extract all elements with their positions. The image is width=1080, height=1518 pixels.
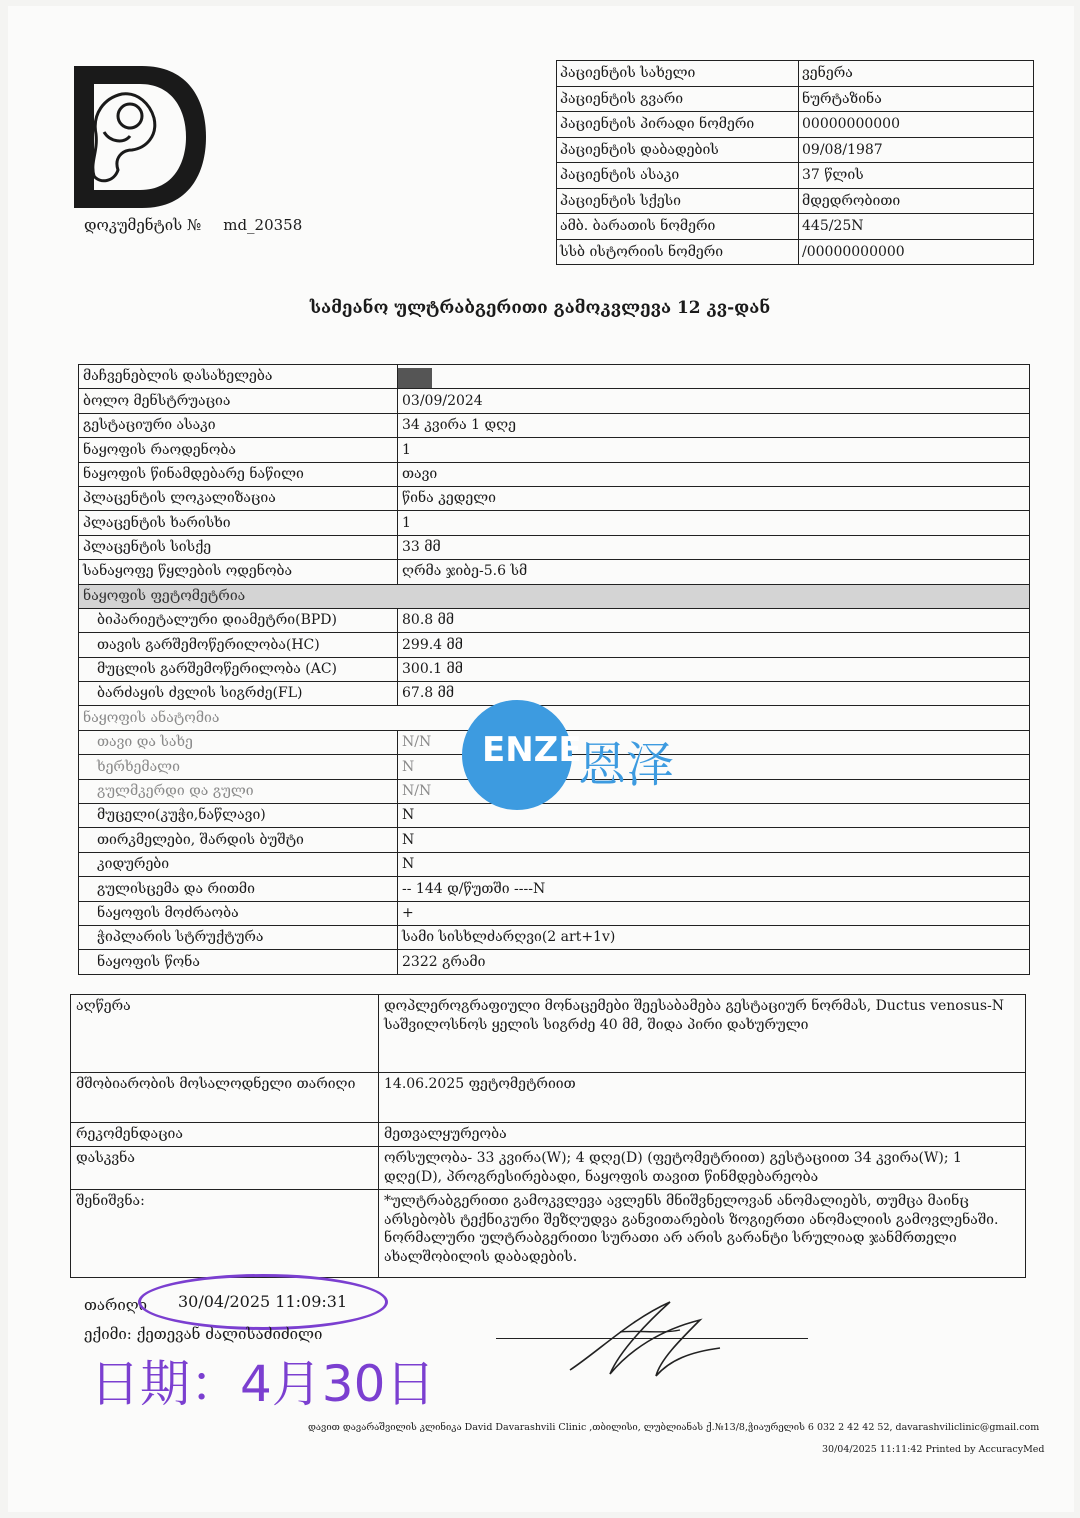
date-value: 30/04/2025 11:09:31 <box>178 1292 348 1311</box>
table-row <box>557 163 1034 189</box>
date-annotation: 日期：4月30日 <box>90 1355 436 1413</box>
row-value: 67.8 მმ <box>398 682 1030 706</box>
row-value: N <box>398 755 1030 779</box>
row-label: დასკვნა <box>71 1146 379 1189</box>
table-row <box>79 633 1030 657</box>
row-label: მაჩვენებლის დასახელება <box>79 365 398 389</box>
row-label: თავი და სახე <box>79 730 398 754</box>
row-value <box>398 365 1030 389</box>
row-value: N <box>398 828 1030 852</box>
table-row <box>557 188 1034 214</box>
row-label: აღწერა <box>71 995 379 1073</box>
row-value: N <box>398 804 1030 828</box>
row-label: პაციენტის სახელი <box>557 61 799 87</box>
date-label: თარიღი <box>84 1296 148 1314</box>
row-value: 14.06.2025 ფეტომეტრიით <box>379 1073 1026 1123</box>
row-value: მდედრობითი <box>799 188 1034 214</box>
row-value: 1 <box>398 438 1030 462</box>
row-value: ნურტაზინა <box>799 86 1034 112</box>
section-title: ნაყოფის ანატომია <box>79 706 1030 730</box>
doctor-name: ექიმი: ქეთევან ძალისაძიძილი <box>84 1325 323 1343</box>
row-label: თავის გარშემოწერილობა(HC) <box>79 633 398 657</box>
row-label: მუცლის გარშემოწერილობა (AC) <box>79 657 398 681</box>
highlight-oval <box>138 1274 388 1330</box>
row-value: ორსულობა- 33 კვირა(W); 4 დღე(D) (ფეტომეტრიით) გესტაციით 34 კვირა(W); 1 დღე(D), პროგრესირებადი, ნაყოფის თავით წინმდებარეობა <box>379 1146 1026 1189</box>
row-label: პაციენტის გვარი <box>557 86 799 112</box>
row-value: *ულტრაბგერითი გამოკვლევა ავლენს მნიშვნელოვან ანომალიებს, თუმცა მაინც არსებობს ტექნიკური შეზღუდვა განვითარების ზოგიერთი ანომალიის გამოვლენაში. ნორმალური ულტრაბგერითი სურათი არ არის გარანტი სრულიად ჯანმრთელი ახალშობილის დაბადების. <box>379 1189 1026 1277</box>
row-label: კიდურები <box>79 852 398 876</box>
row-value: -- 144 დ/წუთში ----N <box>398 877 1030 901</box>
row-label: რეკომენდაცია <box>71 1123 379 1147</box>
table-row <box>79 828 1030 852</box>
section-title: ნაყოფის ფეტომეტრია <box>79 584 1030 608</box>
row-label: სსბ ისტორიის ნომერი <box>557 239 799 265</box>
clinic-logo <box>70 62 210 212</box>
document-number-label: დოკუმენტის № <box>84 216 202 234</box>
row-value: 33 მმ <box>398 535 1030 559</box>
row-label: პაციენტის სქესი <box>557 188 799 214</box>
row-label: გესტაციური ასაკი <box>79 413 398 437</box>
document-number <box>84 216 302 234</box>
description-line: საშვილოსნოს ყელის სიგრძე 40 მმ, შიდა პირი დახურული <box>384 1016 809 1033</box>
printed-stamp: 30/04/2025 11:11:42 Printed by AccuracyMed <box>822 1444 1045 1455</box>
document-number-value: md_20358 <box>223 216 303 234</box>
row-value <box>379 995 1026 1073</box>
row-value: /00000000000 <box>799 239 1034 265</box>
table-row <box>79 365 1030 389</box>
row-value: 445/25N <box>799 214 1034 240</box>
table-row <box>79 438 1030 462</box>
signature <box>560 1290 730 1385</box>
table-row <box>79 877 1030 901</box>
row-label: ბიპარიეტალური დიამეტრი(BPD) <box>79 608 398 632</box>
row-value: N/N <box>398 779 1030 803</box>
row-label: პაციენტის ასაკი <box>557 163 799 189</box>
table-row <box>79 511 1030 535</box>
row-value: 03/09/2024 <box>398 389 1030 413</box>
table-row <box>557 137 1034 163</box>
row-label: თირკმელები, შარდის ბუშტი <box>79 828 398 852</box>
description-line: დოპლეროგრაფიული მონაცემები შეესაბამება გესტაციურ ნორმას, Ductus venosus-N <box>384 998 1005 1014</box>
table-row <box>79 901 1030 925</box>
table-row <box>79 852 1030 876</box>
row-label: პაციენტის დაბადების <box>557 137 799 163</box>
row-label: ბოლო მენსტრუაცია <box>79 389 398 413</box>
row-label: პლაცენტის სისქე <box>79 535 398 559</box>
row-label: სანაყოფე წყლების ოდენობა <box>79 560 398 584</box>
row-label: მშობიარობის მოსალოდნელი თარიღი <box>71 1073 379 1123</box>
row-label: ხერხემალი <box>79 755 398 779</box>
row-label: ნაყოფის წონა <box>79 950 398 974</box>
row-label: გულმკერდი და გული <box>79 779 398 803</box>
measurements-table <box>78 364 1030 975</box>
watermark-text-zh: 恩泽 <box>578 737 675 793</box>
section-row <box>79 584 1030 608</box>
row-value: 299.4 მმ <box>398 633 1030 657</box>
table-row <box>71 1073 1026 1123</box>
row-value: წინა კედელი <box>398 486 1030 510</box>
row-value: N <box>398 852 1030 876</box>
clinic-footer: დავით დავარაშვილის კლინიკა David Davarashvili Clinic ,თბილისი, ლუბლიანას ქ.№13/8,ჭიაურელის 6 032 2 42 42 52, davarashviliclinic@gmail.com <box>308 1422 1040 1433</box>
table-row <box>79 657 1030 681</box>
findings-table <box>70 994 1026 1278</box>
row-value: ვენერა <box>799 61 1034 87</box>
table-row <box>557 112 1034 138</box>
row-value: 300.1 მმ <box>398 657 1030 681</box>
table-row <box>557 239 1034 265</box>
table-row <box>79 560 1030 584</box>
table-row <box>79 413 1030 437</box>
table-row <box>71 995 1026 1073</box>
row-label: ნაყოფის წინამდებარე ნაწილი <box>79 462 398 486</box>
table-row <box>79 535 1030 559</box>
table-row <box>79 925 1030 949</box>
row-label: ბარძაყის ძვლის სიგრძე(FL) <box>79 682 398 706</box>
row-value: 2322 გრამი <box>398 950 1030 974</box>
row-label: შენიშვნა: <box>71 1189 379 1277</box>
table-row <box>79 950 1030 974</box>
row-value: 37 წლის <box>799 163 1034 189</box>
table-row <box>79 486 1030 510</box>
row-label: პლაცენტის ლოკალიზაცია <box>79 486 398 510</box>
row-value: თავი <box>398 462 1030 486</box>
row-label: პაციენტის პირადი ნომერი <box>557 112 799 138</box>
row-value: მეთვალყურეობა <box>379 1123 1026 1147</box>
row-value: 00000000000 <box>799 112 1034 138</box>
table-row <box>557 86 1034 112</box>
table-row <box>557 214 1034 240</box>
table-row <box>71 1123 1026 1147</box>
table-row <box>71 1146 1026 1189</box>
enze-watermark <box>462 700 722 810</box>
row-value: 09/08/1987 <box>799 137 1034 163</box>
row-label: ნაყოფის მოძრაობა <box>79 901 398 925</box>
row-label: ჭიპლარის სტრუქტურა <box>79 925 398 949</box>
report-title: სამეანო ულტრაბგერითი გამოკვლევა 12 კვ-დან <box>309 298 771 318</box>
row-label: მუცელი(კუჭი,ნაწლავი) <box>79 804 398 828</box>
table-row <box>79 389 1030 413</box>
row-label: პლაცენტის ხარისხი <box>79 511 398 535</box>
patient-info-table <box>556 60 1034 265</box>
row-value: N/N <box>398 730 1030 754</box>
row-value: ღრმა ჯიბე-5.6 სმ <box>398 560 1030 584</box>
row-value: 34 კვირა 1 დღე <box>398 413 1030 437</box>
row-value: 1 <box>398 511 1030 535</box>
table-row <box>71 1189 1026 1277</box>
table-row <box>79 608 1030 632</box>
row-value: 80.8 მმ <box>398 608 1030 632</box>
row-label: ამბ. ბარათის ნომერი <box>557 214 799 240</box>
row-label: გულისცემა და რითმი <box>79 877 398 901</box>
row-label: ნაყოფის რაოდენობა <box>79 438 398 462</box>
row-value: + <box>398 901 1030 925</box>
table-row <box>79 462 1030 486</box>
table-row <box>557 61 1034 87</box>
watermark-text-en: ENZE <box>482 730 582 770</box>
row-value: სამი სისხლძარღვი(2 art+1v) <box>398 925 1030 949</box>
